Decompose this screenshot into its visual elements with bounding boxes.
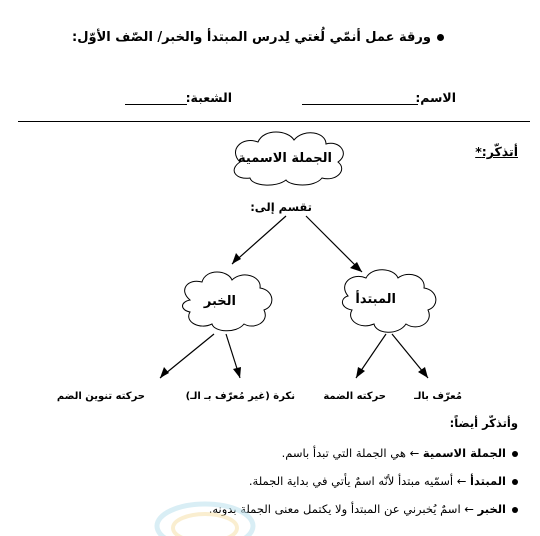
cloud-mubtada-label: المبتدأ [355,292,396,307]
remember-also-label: وأتذكّر أيضاً: [449,416,518,430]
arrowhead-icon [350,262,362,272]
name-label: الاسم: [415,90,456,105]
definition-item: الخبر ← اسمٌ يُخبرني عن المبتدأ ولا يكتمل معنى الجملة بدونه. [209,502,518,516]
arrow-left-icon: ← [456,474,467,488]
arrow-left-icon: ← [409,446,420,460]
khabar-leaf-2: نكرة (غير مُعرّف بـ الـ) [185,391,295,402]
arrowhead-icon [232,253,241,264]
definition-item: المبتدأ ← أسمّيه مبتدأ لأنّه اسمٌ يأتي في بداية الجملة. [249,474,518,488]
definition-item: الجملة الاسمية ← هي الجملة التي تبدأ باسم. [282,446,518,460]
worksheet-title: ورقة عمل أنمّي لُغتي لِدرس المبتدأ والخبر/ الصّف الأوّل: [72,30,444,45]
bullet-icon [512,507,518,513]
watermark-logo-icon [150,496,260,536]
arrow-left-icon: ← [464,502,474,516]
arrowhead-icon [418,367,428,378]
khabar-leaf-1: حركته تنوين الضم [56,391,145,402]
arrowhead-icon [356,367,365,378]
divides-into-label: تقسم إلى: [250,200,312,214]
asterisk-icon: * [475,144,482,159]
bullet-icon [512,479,518,485]
cloud-main-label: الجملة الاسمية [238,151,332,166]
branch-line [306,216,362,272]
bullet-icon [512,451,518,457]
arrowhead-icon [233,367,241,378]
branch-line [232,216,286,264]
arrowhead-icon [160,367,169,378]
remember-label: أتذكّر:* [475,144,518,159]
section-label: الشعبة: [185,90,232,105]
mubtada-leaf-2: مُعرّف بالـ [414,391,462,402]
mubtada-leaf-1: حركته الضمة [323,391,386,402]
cloud-khabar-label: الخبر [203,294,236,309]
branch-line [160,334,214,378]
